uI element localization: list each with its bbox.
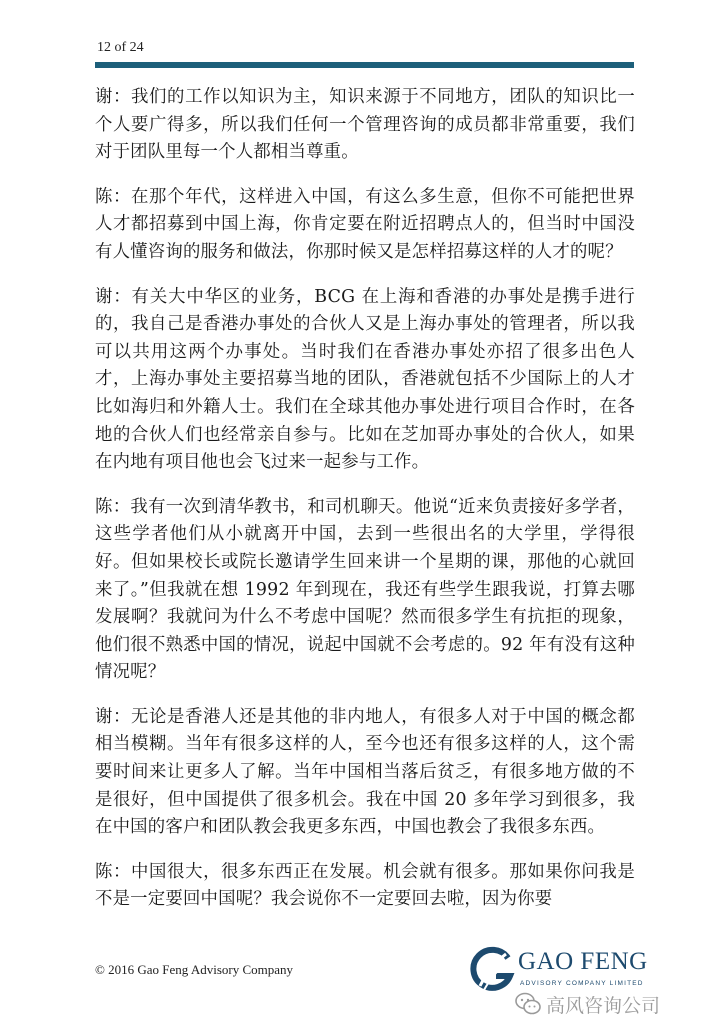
gao-feng-logo — [470, 946, 660, 996]
logo-wordmark: GAO FENG — [518, 948, 648, 975]
paragraph: 陈：我有一次到清华教书，和司机聊天。他说“近来负责接好多学者，这些学者他们从小就离开中国，去到一些很出名的大学里，学得很好。但如果校长或院长邀请学生回来讲一个星期的课，那他的心就回来了。”但我就在想 1992 年到现在，我还有些学生跟我说，打算去哪发展啊？我就问为什么不考虑中国呢？然而很多学生有抗拒的现象，他们很不熟悉中国的情况，说起中国就不会考虑的。92 年有没有这种情况呢？ — [95, 496, 635, 683]
paragraph: 陈：在那个年代，这样进入中国，有这么多生意，但你不可能把世界人才都招募到中国上海，你肯定要在附近招聘点人的，但当时中国没有人懂咨询的服务和做法，你那时候又是怎样招募这样的人才的呢？ — [95, 186, 635, 262]
paragraph: 陈：中国很大，很多东西正在发展。机会就有很多。那如果你问我是不是一定要回中国呢？我会说你不一定要回去啦，因为你要 — [95, 861, 635, 910]
logo-subtext: ADVISORY COMPANY LIMITED — [520, 980, 644, 987]
watermark-text: 高风咨询公司 — [546, 994, 661, 1017]
paragraph: 谢：有关大中华区的业务，BCG 在上海和香港的办事处是携手进行的，我自己是香港办事处的合伙人又是上海办事处的管理者，所以我可以共用这两个办事处。当时我们在香港办事处亦招了很多出色人才，上海办事处主要招募当地的团队，香港就包括不少国际上的人才比如海归和外籍人士。我们在全球其他办事处进行项目合作时，在各地的合伙人们也经常亲自参与。比如在芝加哥办事处的合伙人，如果在内地有项目他也会飞过来一起参与工作。 — [95, 286, 635, 473]
wechat-icon — [514, 991, 542, 1017]
document-body — [95, 84, 635, 931]
wechat-watermark — [514, 990, 660, 1018]
paragraph: 谢：无论是香港人还是其他的非内地人，有很多人对于中国的概念都相当模糊。当年有很多这样的人，至今也还有很多这样的人，这个需要时间来让更多人了解。当年中国相当落后贫乏，有很多地方做的不是很好，但中国提供了很多机会。我在中国 20 多年学习到很多，我在中国的客户和团队教会我更多东西，中国也教会了我很多东西。 — [95, 706, 635, 838]
page-number: 12 of 24 — [97, 40, 144, 55]
copyright-notice: © 2016 Gao Feng Advisory Company — [95, 962, 294, 977]
logo-g-icon — [470, 946, 516, 996]
header-rule — [95, 62, 634, 68]
paragraph: 谢：我们的工作以知识为主，知识来源于不同地方，团队的知识比一个人要广得多，所以我们任何一个管理咨询的成员都非常重要，我们对于团队里每一个人都相当尊重。 — [95, 87, 635, 163]
